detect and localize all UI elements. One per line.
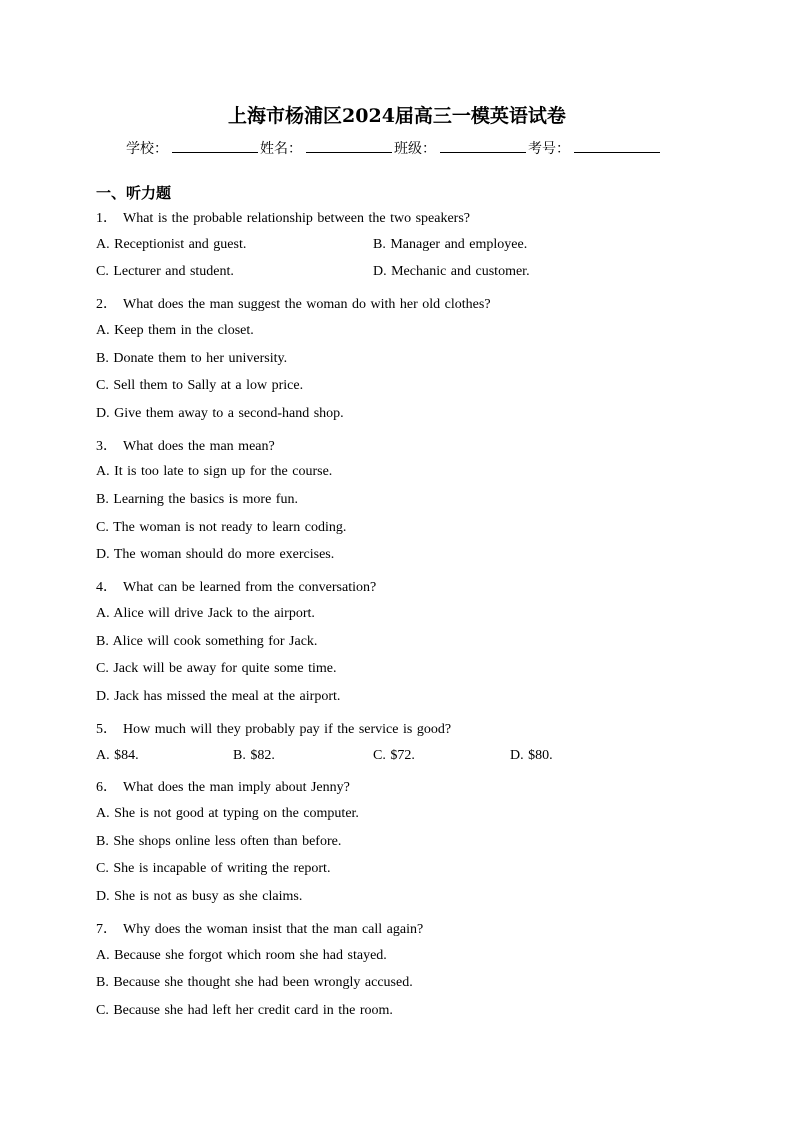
question-2	[96, 293, 491, 313]
option-c: C. Jack will be away for quite some time.	[96, 661, 337, 676]
option-c: C. Lecturer and student.	[96, 264, 234, 279]
question-5	[96, 718, 451, 738]
option-c: C. $72.	[373, 748, 415, 763]
option-c: C. She is incapable of writing the report.	[96, 861, 331, 876]
question-number: 7．	[96, 922, 117, 937]
option-a: A. It is too late to sign up for the course.	[96, 464, 333, 479]
option-d: D. Mechanic and customer.	[373, 264, 530, 279]
question-text: Why does the woman insist that the man call again?	[123, 922, 424, 937]
number-blank	[574, 136, 660, 153]
option-a: A. $84.	[96, 748, 139, 763]
question-text: What does the man mean?	[123, 439, 275, 454]
question-number: 4．	[96, 580, 117, 595]
option-b: B. $82.	[233, 748, 275, 763]
option-b: B. Donate them to her university.	[96, 351, 288, 366]
question-number: 2．	[96, 297, 117, 312]
option-b: B. Manager and employee.	[373, 237, 528, 252]
school-blank	[172, 136, 258, 153]
option-a: A. She is not good at typing on the computer.	[96, 806, 359, 821]
option-c: C. Because she had left her credit card in the room.	[96, 1003, 393, 1018]
question-text: What can be learned from the conversation?	[123, 580, 377, 595]
option-a: A. Receptionist and guest.	[96, 237, 247, 252]
option-a: A. Alice will drive Jack to the airport.	[96, 606, 315, 621]
option-d: D. Give them away to a second-hand shop.	[96, 406, 344, 421]
student-info-row	[126, 136, 662, 158]
question-text: What is the probable relationship between the two speakers?	[123, 211, 470, 226]
question-6	[96, 776, 350, 796]
exam-title: 上海市杨浦区2024届高三一模英语试卷	[228, 105, 566, 127]
school-label: 学校：	[126, 141, 168, 157]
class-blank	[440, 136, 526, 153]
option-d: D. Jack has missed the meal at the airport.	[96, 689, 341, 704]
option-d: D. $80.	[510, 748, 553, 763]
question-number: 6．	[96, 780, 117, 795]
option-b: B. Alice will cook something for Jack.	[96, 634, 318, 649]
section-heading: 一、听力题	[96, 184, 172, 202]
option-d: D. She is not as busy as she claims.	[96, 889, 303, 904]
question-text: What does the man imply about Jenny?	[123, 780, 350, 795]
option-b: B. Learning the basics is more fun.	[96, 492, 298, 507]
name-label: 姓名：	[260, 141, 302, 157]
option-d: D. The woman should do more exercises.	[96, 547, 335, 562]
option-c: C. Sell them to Sally at a low price.	[96, 378, 304, 393]
question-4	[96, 576, 376, 596]
question-1	[96, 207, 470, 227]
option-c: C. The woman is not ready to learn coding.	[96, 520, 347, 535]
option-b: B. She shops online less often than before.	[96, 834, 342, 849]
question-text: How much will they probably pay if the service is good?	[123, 722, 452, 737]
question-text: What does the man suggest the woman do with her old clothes?	[123, 297, 491, 312]
question-7	[96, 918, 423, 938]
question-3	[96, 435, 275, 455]
option-b: B. Because she thought she had been wrongly accused.	[96, 975, 413, 990]
number-label: 考号：	[528, 141, 570, 157]
option-a: A. Keep them in the closet.	[96, 323, 254, 338]
question-number: 5．	[96, 722, 117, 737]
option-a: A. Because she forgot which room she had stayed.	[96, 948, 387, 963]
question-number: 1．	[96, 211, 117, 226]
question-number: 3．	[96, 439, 117, 454]
class-label: 班级：	[394, 141, 436, 157]
name-blank	[306, 136, 392, 153]
